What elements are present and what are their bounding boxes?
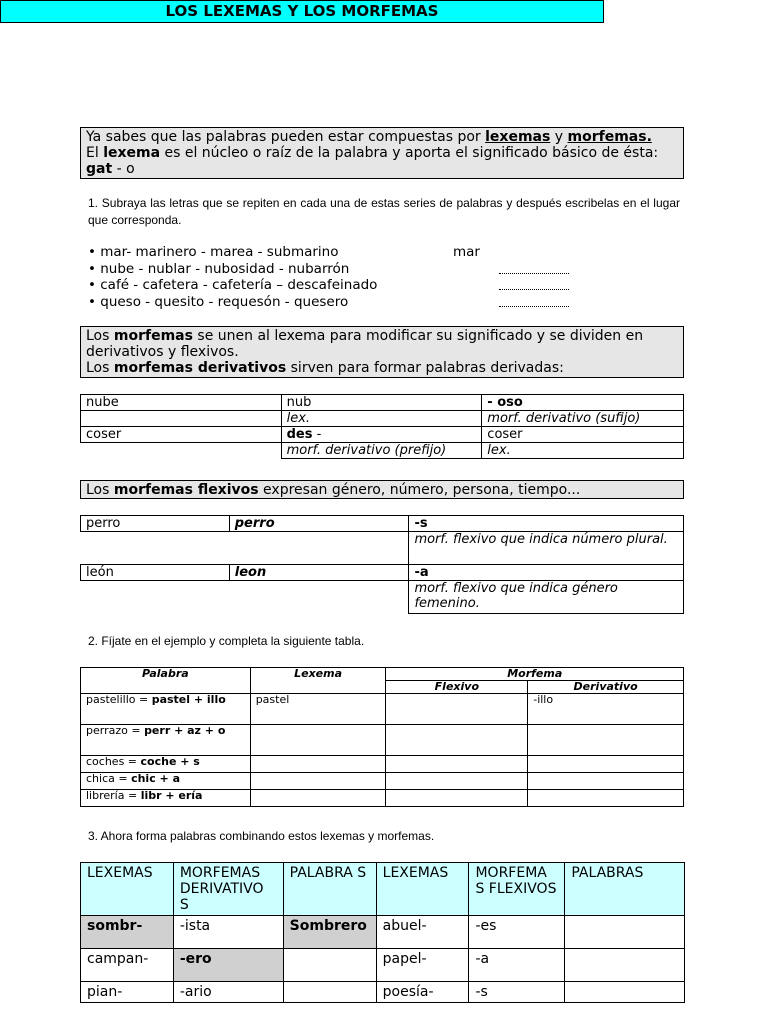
page-title: LOS LEXEMAS Y LOS MORFEMAS bbox=[0, 0, 604, 23]
table-row: sombr- -ista Sombrero abuel- -es bbox=[81, 916, 685, 949]
table-row: león leon -a bbox=[81, 565, 684, 581]
table-row: coser des - coser bbox=[81, 427, 684, 443]
table-row: pian- -ario poesía- -s bbox=[81, 982, 685, 1003]
answer-blank[interactable] bbox=[499, 279, 569, 290]
answer-cell[interactable] bbox=[528, 725, 684, 756]
exercise-1-instruction: 1. Subraya las letras que se repiten en cada una de estas series de palabras y después escribelas en el lugar que corresponda. bbox=[88, 196, 680, 227]
morfemas-box: Los morfemas se unen al lexema para modificar su significado y se dividen en derivativos y flexivos. Los morfemas derivativos sirven para formar palabras derivadas: bbox=[80, 326, 684, 378]
table-row: chica = chic + a bbox=[81, 773, 684, 790]
intro-box: Ya sabes que las palabras pueden estar compuestas por lexemas y morfemas. El lexema es el núcleo o raíz de la palabra y aporta el significado básico de ésta: gat - o bbox=[80, 127, 684, 179]
answer-cell[interactable] bbox=[386, 694, 528, 725]
answer-cell[interactable] bbox=[528, 756, 684, 773]
header-palabra: Palabra bbox=[81, 668, 251, 694]
header-morfema: Morfema bbox=[386, 668, 684, 681]
answer-cell[interactable] bbox=[565, 982, 685, 1003]
table-row: morf. derivativo (prefijo) lex. bbox=[81, 443, 684, 459]
table-row: LEXEMAS MORFEMAS DERIVATIVO S PALABRA S LEXEMAS MORFEMA S FLEXIVOS PALABRAS bbox=[81, 863, 685, 916]
header-flexivo: Flexivo bbox=[386, 681, 528, 694]
answer-cell[interactable] bbox=[386, 725, 528, 756]
list-item: • queso - quesito - requesón - quesero bbox=[88, 294, 588, 311]
answer-cell[interactable] bbox=[283, 982, 376, 1003]
list-item: • café - cafetera - cafetería – descafeinado bbox=[88, 277, 588, 294]
answer-cell[interactable] bbox=[528, 773, 684, 790]
table-row: morf. flexivo que indica género femenino. bbox=[81, 581, 684, 614]
answer-blank[interactable] bbox=[499, 296, 569, 307]
table-row: morf. flexivo que indica número plural. bbox=[81, 532, 684, 565]
answer-cell[interactable] bbox=[386, 790, 528, 807]
table-row: pastelillo = pastel + illo pastel -illo bbox=[81, 694, 684, 725]
answer-cell[interactable] bbox=[528, 790, 684, 807]
table-row bbox=[81, 668, 684, 681]
flexivos-table bbox=[80, 515, 684, 614]
table-row: nube nub - oso bbox=[81, 395, 684, 411]
table-row: coches = coche + s bbox=[81, 756, 684, 773]
exercise-2-table bbox=[80, 667, 684, 807]
answer-cell[interactable] bbox=[250, 756, 386, 773]
answer-cell[interactable] bbox=[386, 756, 528, 773]
exercise-3-table bbox=[80, 862, 685, 1003]
answer-cell[interactable] bbox=[250, 773, 386, 790]
table-row: lex. morf. derivativo (sufijo) bbox=[81, 411, 684, 427]
table-row: librería = libr + ería bbox=[81, 790, 684, 807]
table-row: campan- -ero papel- -a bbox=[81, 949, 685, 982]
list-item: • nube - nublar - nubosidad - nubarrón bbox=[88, 261, 588, 278]
derivativos-table bbox=[80, 394, 684, 459]
exercise-1-list bbox=[88, 244, 588, 310]
header-derivativo: Derivativo bbox=[528, 681, 684, 694]
answer-cell[interactable] bbox=[283, 949, 376, 982]
table-row: perrazo = perr + az + o bbox=[81, 725, 684, 756]
flexivos-box: Los morfemas flexivos expresan género, número, persona, tiempo... bbox=[80, 480, 684, 499]
answer-cell[interactable] bbox=[250, 725, 386, 756]
list-item: • mar- marinero - marea - submarino mar bbox=[88, 244, 480, 260]
table-row: perro perro -s bbox=[81, 516, 684, 532]
exercise-3-instruction: 3. Ahora forma palabras combinando estos lexemas y morfemas. bbox=[88, 829, 435, 843]
answer-blank[interactable] bbox=[499, 263, 569, 274]
answer-cell[interactable] bbox=[250, 790, 386, 807]
answer-cell[interactable] bbox=[386, 773, 528, 790]
answer-cell[interactable] bbox=[565, 916, 685, 949]
exercise-2-instruction: 2. Fíjate en el ejemplo y completa la siguiente tabla. bbox=[88, 634, 365, 648]
header-lexema: Lexema bbox=[250, 668, 386, 694]
answer-cell[interactable] bbox=[565, 949, 685, 982]
